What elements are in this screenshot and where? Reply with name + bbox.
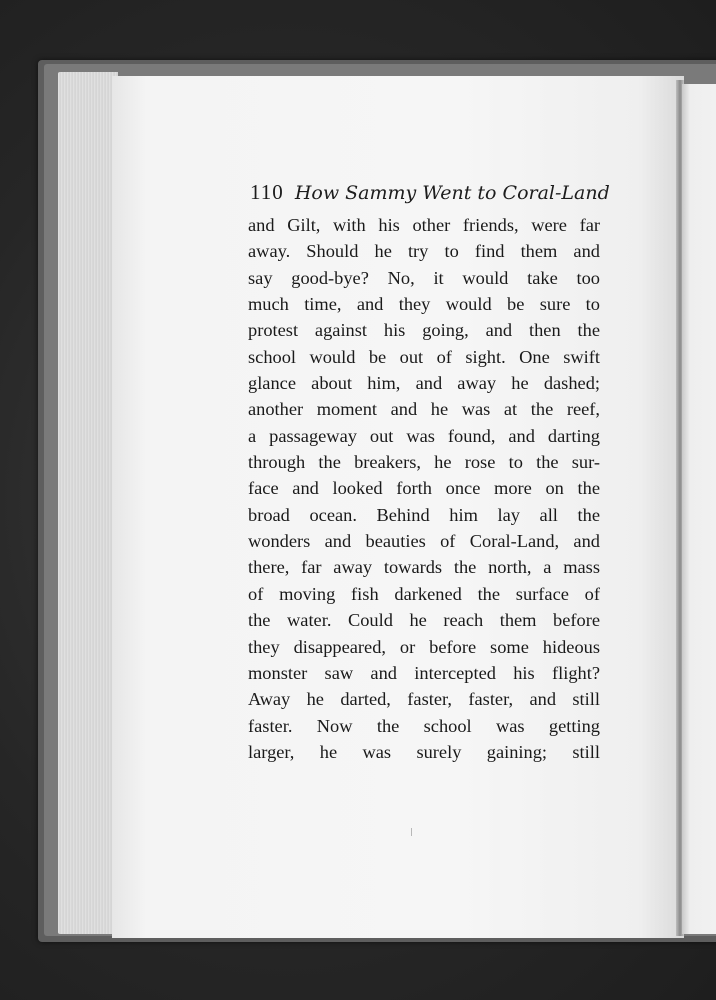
running-head (250, 180, 610, 210)
text-line: glance about him, and away he dashed; (248, 373, 600, 394)
text-line: they disappeared, or before some hideous (248, 636, 600, 657)
text-line: broad ocean. Behind him lay all the (248, 504, 600, 525)
body-text (248, 212, 600, 765)
text-line: protest against his going, and then the (248, 320, 600, 341)
text-line: face and looked forth once more on the (248, 478, 600, 499)
running-title: How Sammy Went to Coral-Land (294, 182, 610, 204)
text-line: another moment and he was at the reef, (248, 399, 600, 420)
text-line: and Gilt, with his other friends, were far (248, 215, 600, 235)
text-line: a passageway out was found, and darting (248, 425, 600, 446)
text-line: of moving fish darkened the surface of (248, 583, 600, 604)
text-line: away. Should he try to find them and (248, 241, 600, 262)
text-line: Away he darted, faster, faster, and still (248, 689, 600, 710)
text-line: wonders and beauties of Coral-Land, and (248, 531, 600, 552)
page-number: 110 (250, 180, 284, 204)
text-line: say good-bye? No, it would take too (248, 267, 600, 288)
text-line: much time, and they would be sure to (248, 294, 600, 315)
text-line: there, far away towards the north, a mass (248, 557, 600, 578)
text-line: school would be out of sight. One swift (248, 346, 600, 367)
text-line: faster. Now the school was getting (248, 715, 600, 736)
page-mark (411, 828, 412, 836)
text-line: the water. Could he reach them before (248, 610, 600, 631)
text-line: monster saw and intercepted his flight? (248, 662, 600, 683)
facing-page (682, 84, 716, 934)
page-edges (58, 72, 118, 934)
text-line: through the breakers, he rose to the sur- (248, 452, 600, 473)
text-line: larger, he was surely gaining; still (248, 741, 600, 762)
